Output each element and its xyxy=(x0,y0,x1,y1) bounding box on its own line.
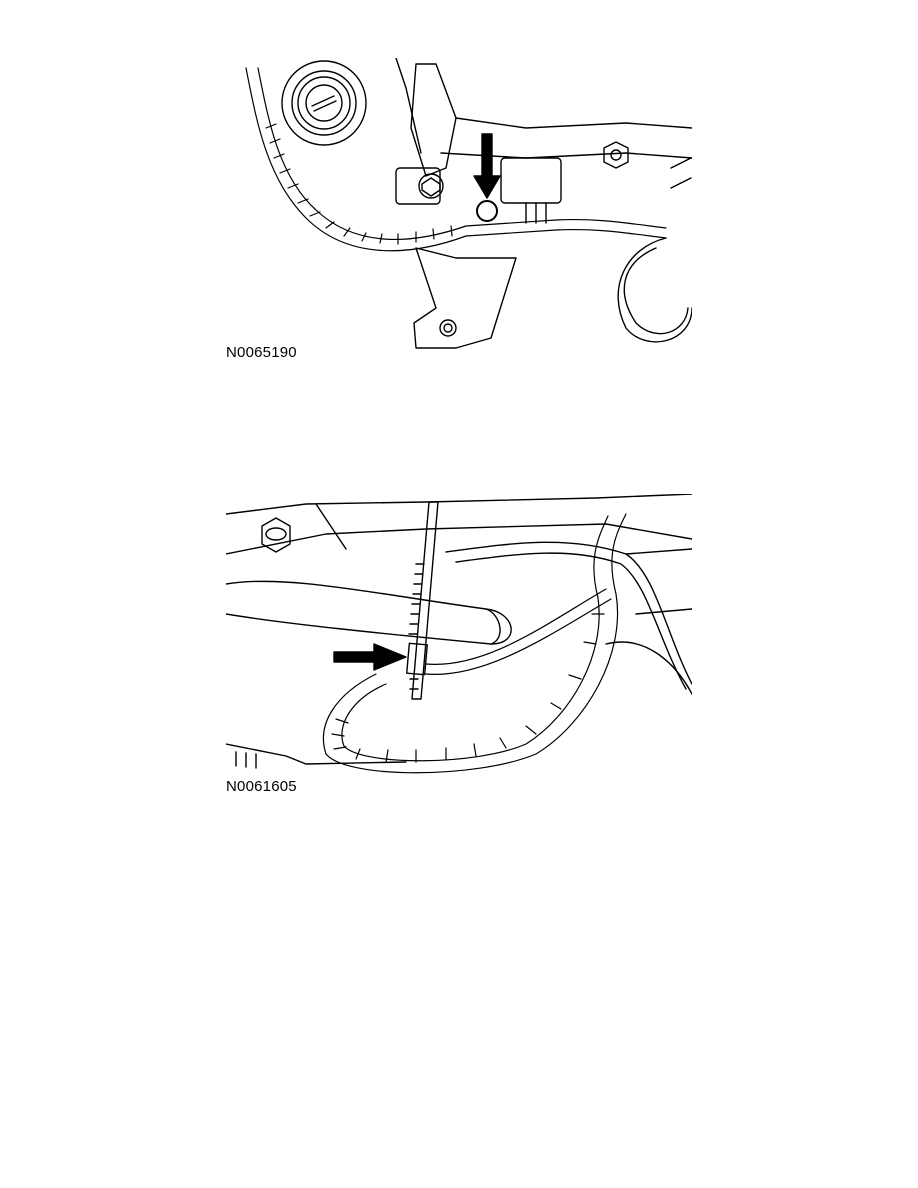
arrow-right-indicator xyxy=(334,644,406,670)
figure-2-illustration xyxy=(226,494,692,779)
bolt-part xyxy=(262,518,290,552)
wiring-harness xyxy=(323,514,626,773)
figure-1-caption: N0065190 xyxy=(226,344,297,361)
bushing-part xyxy=(282,61,366,145)
figure-2-caption: N0061605 xyxy=(226,778,297,795)
cable-tie xyxy=(407,502,438,699)
figure-1-illustration xyxy=(226,58,692,354)
wiring-harness xyxy=(246,68,666,251)
bolt-part xyxy=(604,142,628,168)
arrow-down-indicator xyxy=(474,134,500,198)
